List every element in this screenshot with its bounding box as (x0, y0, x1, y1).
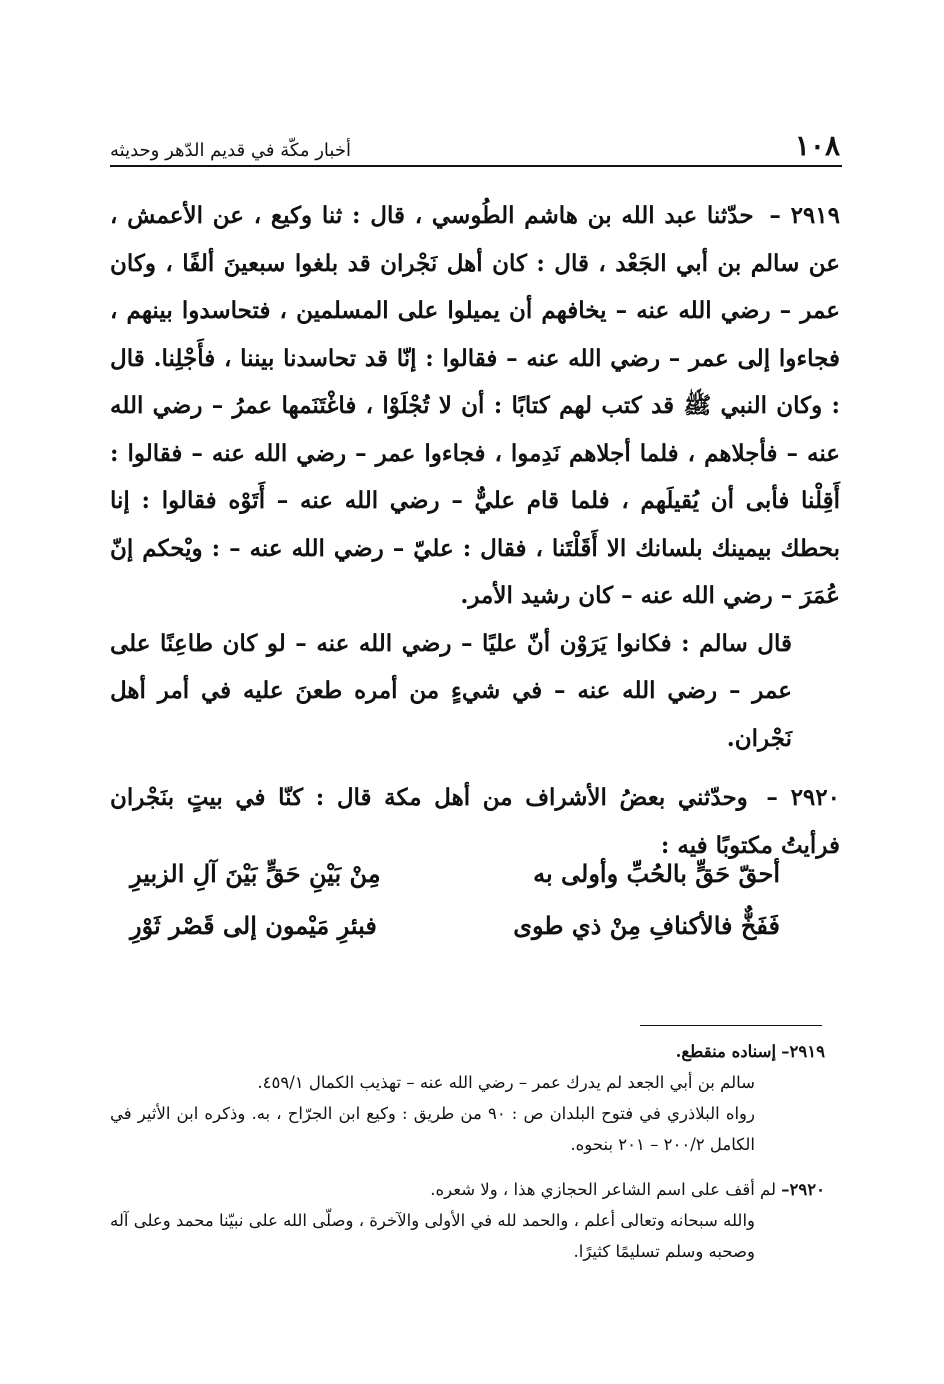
footnote-heading-text: لم أقف على اسم الشاعر الحجازي هذا ، ولا شعره. (430, 1180, 777, 1199)
footnote-heading (110, 1174, 825, 1205)
footnote-number: ٢٩٢٠– (781, 1180, 825, 1199)
footnote-heading-text: إسناده منقطع. (675, 1042, 777, 1061)
main-text (110, 192, 840, 869)
footnote-heading (110, 1036, 825, 1067)
footnote-line: رواه البلاذري في فتوح البلدان ص : ٩٠ من طريق : وكيع ابن الجرّاح ، به. وذكره ابن الأثير في الكامل ٢٠٠/٢ – ٢٠١ بنحوه. (110, 1104, 755, 1154)
page-number: ١٠٨ (794, 129, 840, 162)
page-header (110, 120, 840, 160)
verse-first-hemistich: فَفَخٌّ فالأكنافِ مِنْ ذي طوى (513, 911, 780, 940)
header-rule (110, 165, 842, 167)
hadith-text: وحدّثني بعضُ الأشراف من أهل مكة قال : كنّا في بيتٍ بنَجْران فرأيتُ مكتوبًا فيه : (110, 784, 840, 859)
hadith-2919 (110, 192, 840, 620)
hadith-number: ٢٩٢٠ – (766, 784, 840, 811)
footnote-number: ٢٩١٩– (781, 1042, 825, 1061)
verse-second-hemistich: فبئرِ مَيْمون إلى قَصْر ثَوْرِ (130, 911, 377, 940)
footnote-2919 (110, 1036, 825, 1160)
footnotes (110, 1036, 825, 1281)
running-title: أخبار مكّة في قديم الدّهر وحديثه (110, 140, 351, 161)
hadith-number: ٢٩١٩ – (769, 202, 840, 229)
verse-first-hemistich: أحقّ حَقٍّ بالحُبِّ وأولى به (533, 859, 780, 888)
poem (130, 848, 780, 952)
footnote-line: سالم بن أبي الجعد لم يدرك عمر – رضي الله عنه – تهذيب الكمال ٤٥٩/١. (257, 1073, 755, 1092)
hadith-2919-continuation: قال سالم : فكانوا يَرَوْن أنّ عليًا – رضي الله عنه – لو كان طاعِنًا على عمر – رضي الله عنه – في شيءٍ من أمره طعنَ عليه في أمر أهل نَجْران. (110, 629, 792, 752)
footnote-2920 (110, 1174, 825, 1267)
footnote-closing: والله سبحانه وتعالى أعلم ، والحمد لله في الأولى والآخرة ، وصلّى الله على نبيّنا محمد وعلى آله وصحبه وسلم تسليمًا كثيرًا. (110, 1211, 755, 1261)
verse-second-hemistich: مِنْ بَيْنِ حَقٍّ بَيْنَ آلِ الزبيرِ (130, 859, 381, 888)
poem-verse (130, 900, 780, 952)
poem-verse (130, 848, 780, 900)
footnote-rule (640, 1025, 822, 1026)
hadith-text: حدّثنا عبد الله بن هاشم الطُوسي ، قال : ثنا وكيع ، عن الأعمش ، عن سالم بن أبي الجَعْد ، قال : كان أهل نَجْران قد بلغوا سبعينَ ألفًا ، وكان عمر – رضي الله عنه – يخافهم أن يميلوا على المسلمين ، فتحاسدوا بينهم ، فجاءوا إلى عمر – رضي الله عنه – فقالوا : إنّا قد تحاسدنا بيننا ، فأَجْلِنا. قال : وكان النبي ﷺ قد كتب لهم كتابًا : أن لا تُجْلَوْا ، فاغْتَنَمها عمرُ – رضي الله عنه – فأجلاهم ، فلما أجلاهم نَدِموا ، فجاءوا عمر – رضي الله عنه – فقالوا : أَقِلْنا فأبى أن يُقيلَهم ، فلما قام عليٌّ – رضي الله عنه – أَتَوْه فقالوا : إنا بحطك بيمينك بلسانك الا أَقَلْتَنا ، فقال : عليّ – رضي الله عنه – : ويْحكم إنّ عُمَرَ – رضي الله عنه – كان رشيد الأمر. (110, 202, 840, 609)
